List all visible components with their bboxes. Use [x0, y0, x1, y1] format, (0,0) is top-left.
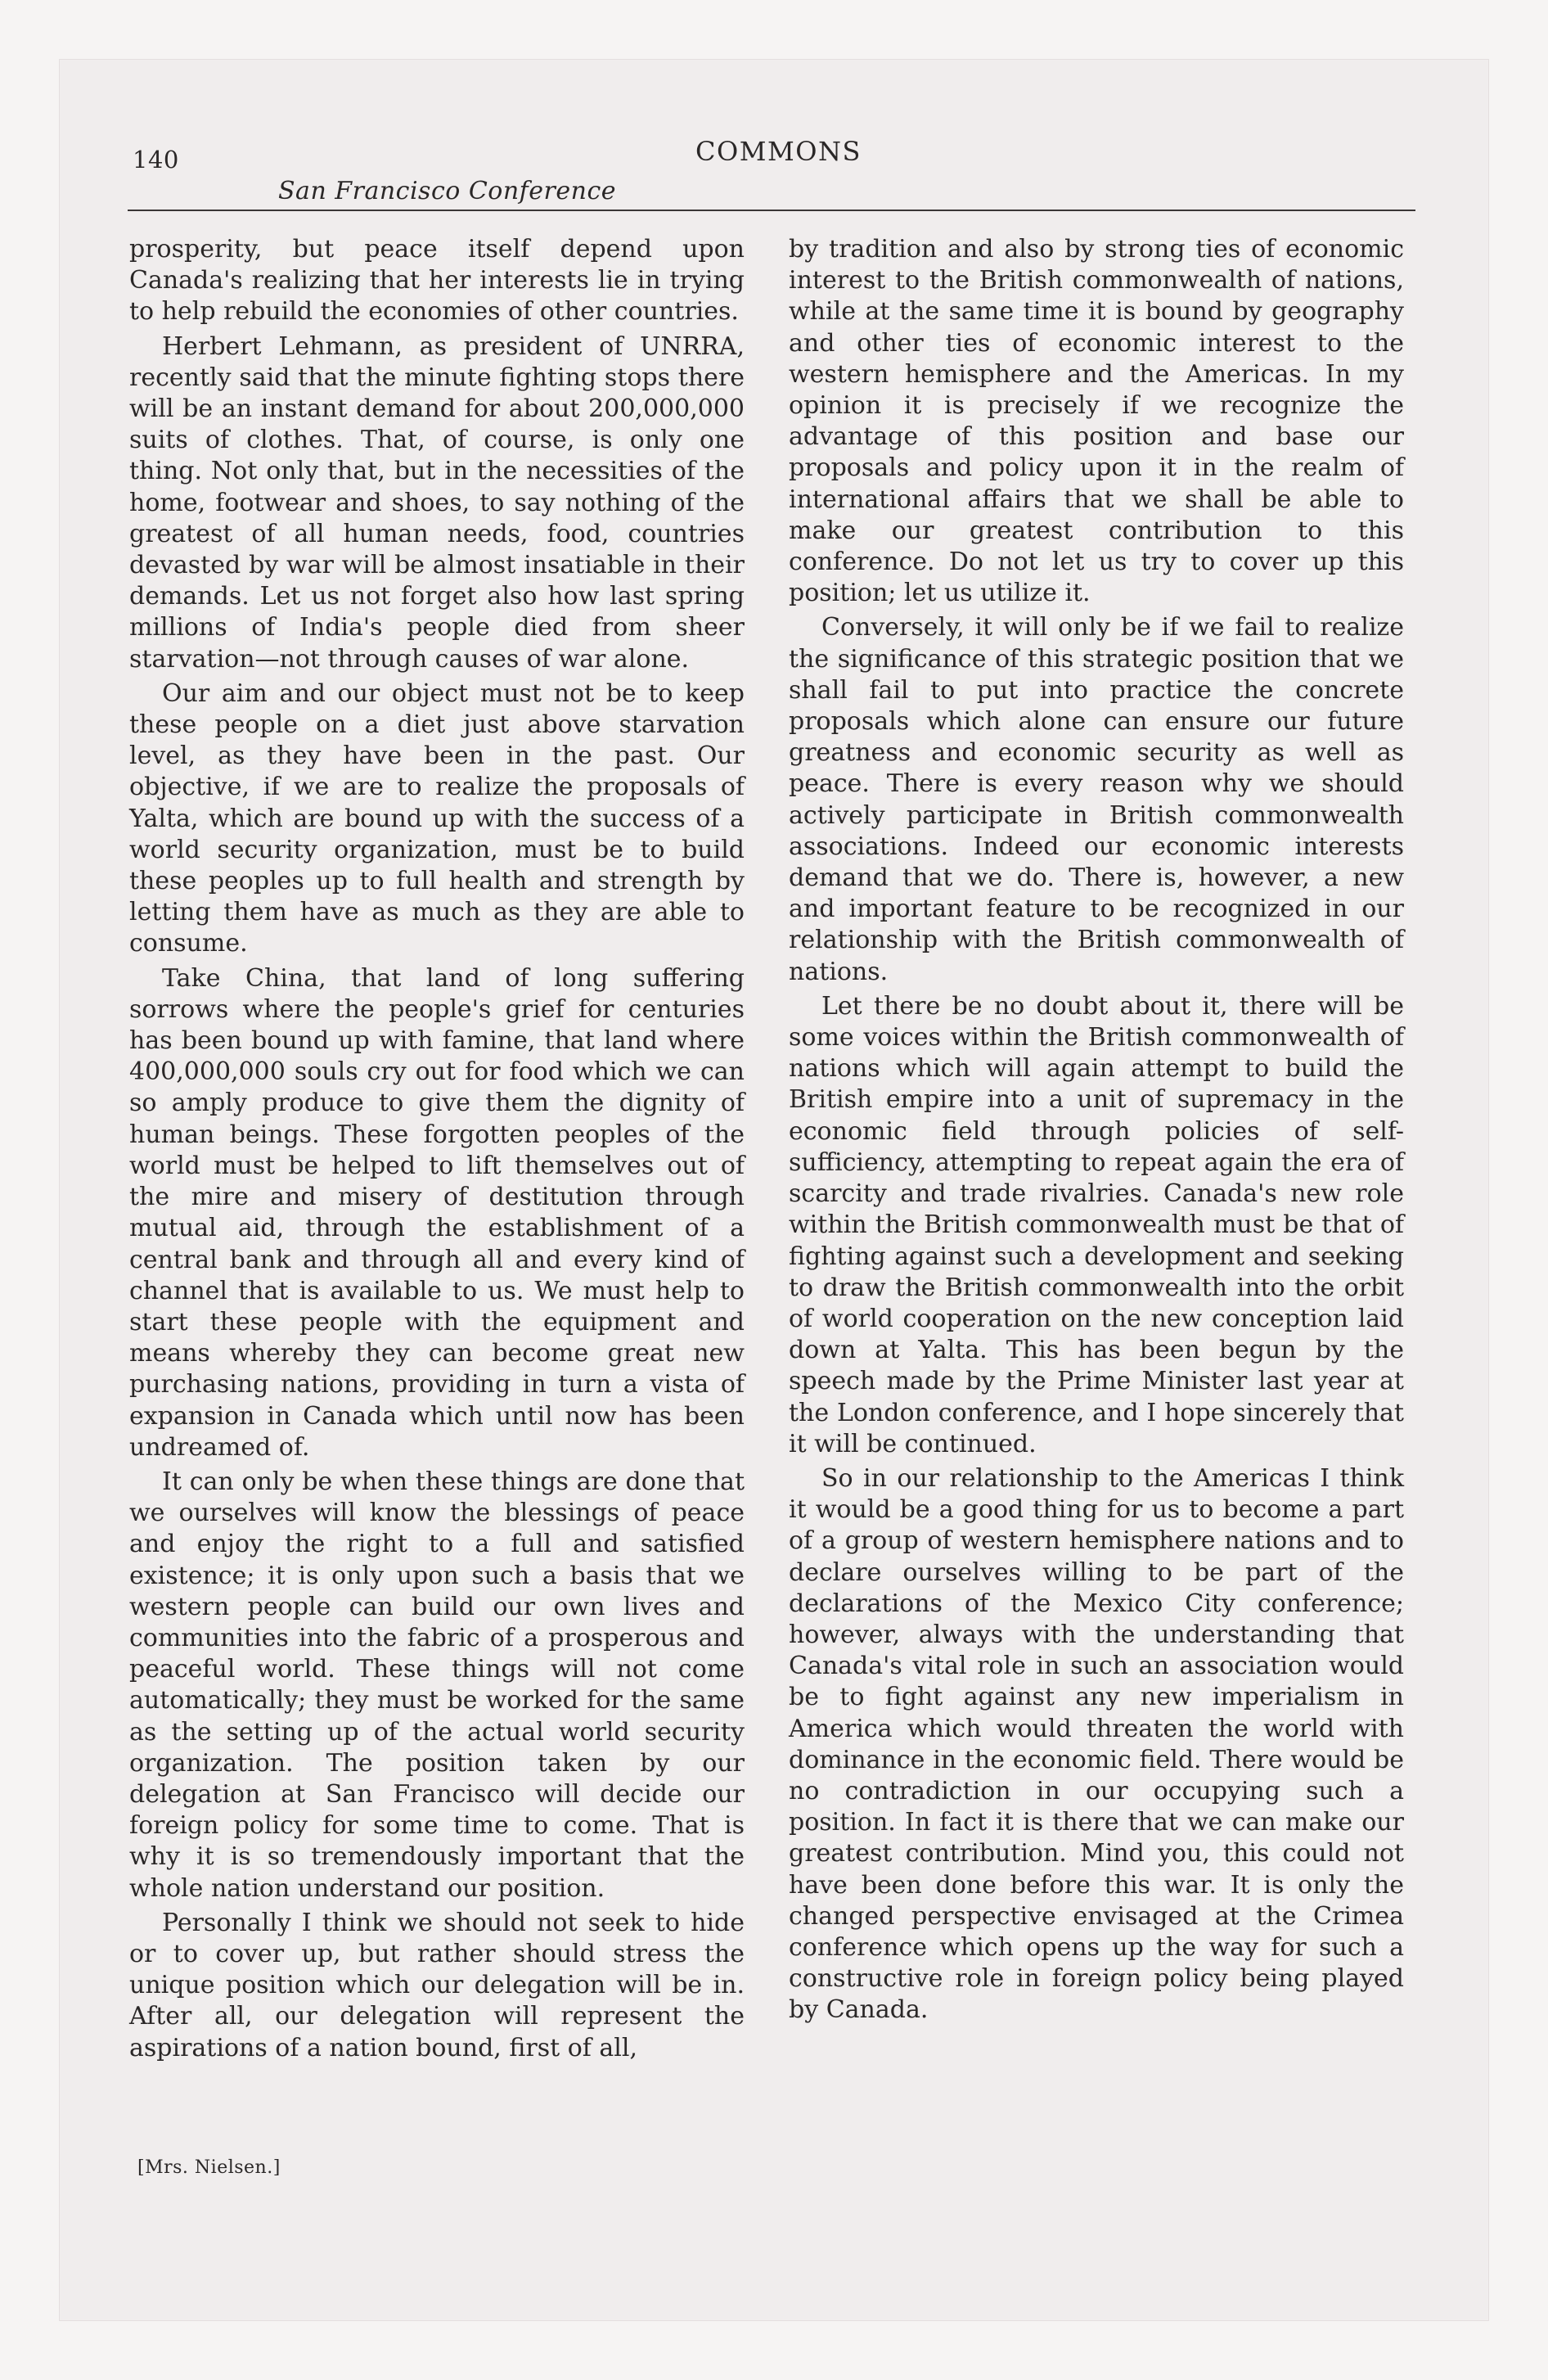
paragraph: So in our relationship to the Americas I think it would be a good thing for us to become a part of a group of western hemisphere nations and to declare ourselves willing to be part of the declarations of the Mexico City conference; however, always with the understanding that Canada's vital role in such an association would be to fight against any new imperialism in America which would threaten the world with dominance in the economic field. There would be no contradiction in our occupying such a position. In fact it is there that we can make our greatest contribution. Mind you, this could not have been done before this war. It is only the changed perspective envisaged at the Crimea conference which opens up the way for such a constructive role in foreign policy being played by Canada.	[789, 1463, 1404, 2025]
page-number: 140	[133, 146, 179, 174]
paragraph: It can only be when these things are done that we ourselves will know the blessings of peace and enjoy the right to a full and satisfied existence; it is only upon such a basis that we western people can build our own lives and communities into the fabric of a prosperous and peaceful world. These things will not come automatically; they must be worked for the same as the setting up of the actual world security organization. The position taken by our delegation at San Francisco will decide our foreign policy for some time to come. That is why it is so tremendously important that the whole nation understand our position.	[129, 1467, 745, 1903]
chamber-heading: COMMONS	[695, 136, 862, 167]
paragraph: Let there be no doubt about it, there will be some voices within the British commonwealth of nations which will again attempt to build the British empire into a unit of supremacy in the economic field through policies of self-sufficiency, attempting to repeat again the era of scarcity and trade rivalries. Canada's new role within the British commonwealth must be that of fighting against such a development and seeking to draw the British commonwealth into the orbit of world cooperation on the new conception laid down at Yalta. This has been begun by the speech made by the Prime Minister last year at the London conference, and I hope sincerely that it will be continued.	[789, 991, 1404, 1458]
speaker-tag: [Mrs. Nielsen.]	[137, 2157, 281, 2178]
paragraph: Take China, that land of long suffering sorrows where the people's grief for centuries has been bound up with famine, that land where 400,000,000 souls cry out for food which we can so amply produce to give them the dignity of human beings. These forgotten peoples of the world must be helped to lift themselves out of the mire and misery of destitution through mutual aid, through the establishment of a central bank and through all and every kind of channel that is available to us. We must help to start these people with the equipment and means whereby they can become great new purchasing nations, providing in turn a vista of expansion in Canada which until now has been undreamed of.	[129, 963, 745, 1462]
left-column	[129, 234, 745, 2067]
running-title: San Francisco Conference	[278, 177, 617, 205]
right-column	[789, 234, 1404, 2030]
paragraph: Herbert Lehmann, as president of UNRRA, recently said that the minute fighting stops there will be an instant demand for about 200,000,000 suits of clothes. That, of course, is only one thing. Not only that, but in the necessities of the home, footwear and shoes, to say nothing of the greatest of all human needs, food, countries devasted by war will be almost insatiable in their demands. Let us not forget also how last spring millions of India's people died from sheer starvation—not through causes of war alone.	[129, 331, 745, 674]
paragraph: Our aim and our object must not be to keep these people on a diet just above starvation level, as they have been in the past. Our objective, if we are to realize the proposals of Yalta, which are bound up with the success of a world security organization, must be to build these peoples up to full health and strength by letting them have as much as they are able to consume.	[129, 678, 745, 958]
paragraph: Conversely, it will only be if we fail to realize the significance of this strategic position that we shall fail to put into practice the concrete proposals which alone can ensure our future greatness and economic security as well as peace. There is every reason why we should actively participate in British commonwealth associations. Indeed our economic interests demand that we do. There is, however, a new and important feature to be recognized in our relationship with the British commonwealth of nations.	[789, 613, 1404, 986]
header-rule	[128, 210, 1415, 211]
paragraph: prosperity, but peace itself depend upon Canada's realizing that her interests lie in trying to help rebuild the economies of other countries.	[129, 235, 745, 327]
paragraph: by tradition and also by strong ties of economic interest to the British commonwealth of nations, while at the same time it is bound by geography and other ties of economic interest to the western hemisphere and the Americas. In my opinion it is precisely if we recognize the advantage of this position and base our proposals and policy upon it in the realm of international affairs that we shall be able to make our greatest contribution to this conference. Do not let us try to cover up this position; let us utilize it.	[789, 235, 1404, 608]
paragraph: Personally I think we should not seek to hide or to cover up, but rather should stress the unique position which our delegation will be in. After all, our delegation will represent the aspirations of a nation bound, first of all,	[129, 1908, 745, 2062]
